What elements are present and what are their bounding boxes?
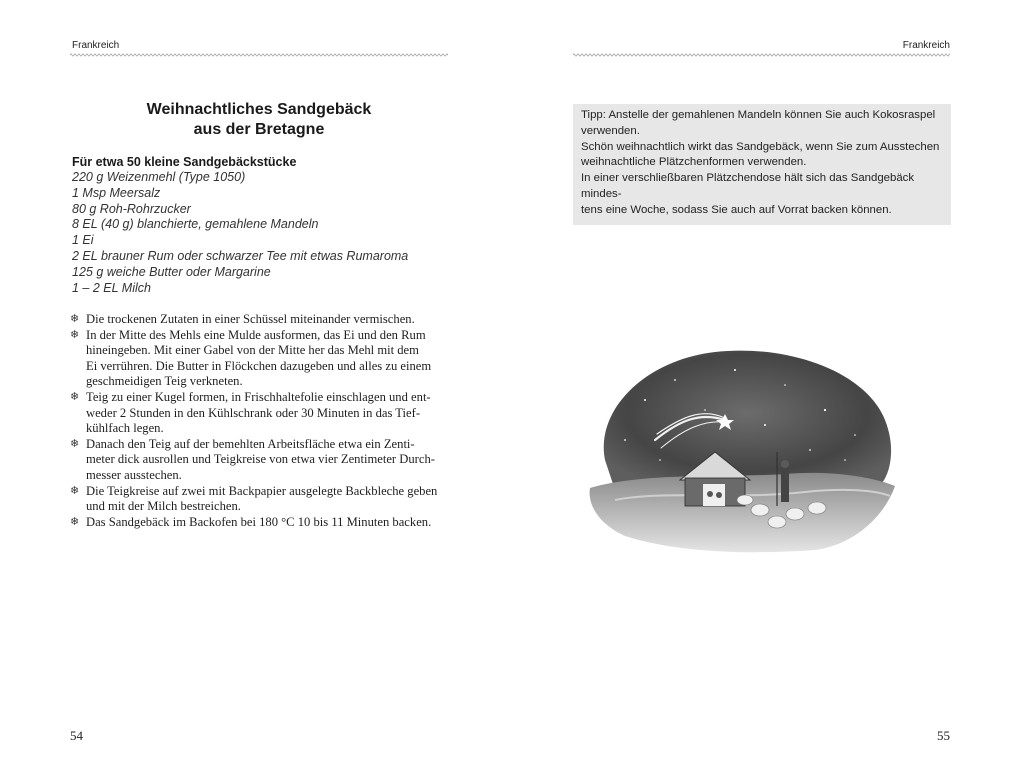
ingredient-item: 80 g Roh-Rohrzucker <box>72 201 191 216</box>
tip-label: Tipp: <box>581 109 606 121</box>
snowflake-bullet-icon: ❄ <box>70 390 80 403</box>
instructions-list <box>70 312 450 530</box>
tip-line-2: verwenden. <box>581 124 640 137</box>
instruction-line: Die Teigkreise auf zwei mit Backpapier ausgelegte Backbleche geben <box>86 483 438 498</box>
instruction-step <box>70 484 450 515</box>
recipe-title-line-1: Weihnachtliches Sandgebäck <box>146 101 372 118</box>
wavy-rule-left <box>70 52 448 58</box>
ingredient-item: 1 Ei <box>72 233 94 248</box>
tip-text-1: Anstelle der gemahlenen Mandeln können Sie auch Kokosraspel <box>605 109 936 121</box>
tip-line-1 <box>581 108 943 124</box>
instruction-line: Ei verrühren. Die Butter in Flöckchen dazugeben und alles zu einem <box>86 358 432 373</box>
snowflake-bullet-icon: ❄ <box>70 484 80 497</box>
instruction-line: weder 2 Stunden in den Kühlschrank oder 30 Minuten in das Tief- <box>86 405 421 420</box>
servings-heading: Für etwa 50 kleine Sandgebäckstücke <box>72 155 297 169</box>
snowflake-bullet-icon: ❄ <box>70 515 80 528</box>
instruction-step <box>70 437 450 484</box>
instruction-step <box>70 515 450 531</box>
right-page <box>510 0 1020 782</box>
instruction-line: Die trockenen Zutaten in einer Schüssel miteinander vermischen. <box>86 312 415 326</box>
instruction-line: Danach den Teig auf der bemehlten Arbeitsfläche etwa ein Zenti- <box>86 436 415 451</box>
running-head-right: Frankreich <box>902 40 950 51</box>
page-number-left: 54 <box>70 728 83 743</box>
ingredient-item: 8 EL (40 g) blanchierte, gemahlene Mandeln <box>72 217 319 232</box>
snowflake-bullet-icon: ❄ <box>70 328 80 341</box>
snowflake-bullet-icon: ❄ <box>70 313 80 325</box>
tip-line-4: weihnachtliche Plätzchenformen verwenden. <box>581 156 807 169</box>
instruction-line: geschmeidigen Teig verkneten. <box>86 374 243 389</box>
recipe-title-line-2: aus der Bretagne <box>193 121 325 138</box>
instruction-step <box>70 328 450 390</box>
instruction-line: Teig zu einer Kugel formen, in Frischhaltefolie einschlagen und ent- <box>86 389 431 404</box>
instruction-line: kühlfach legen. <box>86 421 164 436</box>
tip-line-6: tens eine Woche, sodass Sie auch auf Vorrat backen können. <box>581 203 892 216</box>
instruction-line: und mit der Milch bestreichen. <box>86 499 241 514</box>
tip-line-3: Schön weihnachtlich wirkt das Sandgebäck, wenn Sie zum Ausstechen <box>581 140 940 153</box>
instruction-step <box>70 390 450 437</box>
running-head-left: Frankreich <box>72 40 120 51</box>
recipe-title <box>70 100 448 140</box>
instruction-step <box>70 312 450 328</box>
tip-box <box>573 104 951 225</box>
page-number-right: 55 <box>937 728 950 743</box>
instruction-line: Das Sandgebäck im Backofen bei 180 °C 10 bis 11 Minuten backen. <box>86 514 432 529</box>
snowflake-bullet-icon: ❄ <box>70 437 80 450</box>
ingredient-item: 220 g Weizenmehl (Type 1050) <box>72 170 246 184</box>
ingredient-item: 1 Msp Meersalz <box>72 185 161 200</box>
instruction-line: messer ausstechen. <box>86 467 182 482</box>
ingredient-item: 2 EL brauner Rum oder schwarzer Tee mit etwas Rumaroma <box>72 248 409 263</box>
instruction-line: In der Mitte des Mehls eine Mulde ausformen, das Ei und den Rum <box>86 327 426 342</box>
tip-line-5: In einer verschließbaren Plätzchendose hält sich das Sandgebäck mindes- <box>581 172 915 200</box>
ingredients-list <box>72 170 408 296</box>
ingredient-item: 1 – 2 EL Milch <box>72 280 151 295</box>
wavy-rule-right <box>573 52 950 58</box>
instruction-line: meter dick ausrollen und Teigkreise von etwa vier Zentimeter Durch- <box>86 452 435 467</box>
instruction-line: hineingeben. Mit einer Gabel von der Mitte her das Mehl mit dem <box>86 343 419 358</box>
ingredient-item: 125 g weiche Butter oder Margarine <box>72 264 271 279</box>
nativity-scene-illustration <box>585 340 897 555</box>
